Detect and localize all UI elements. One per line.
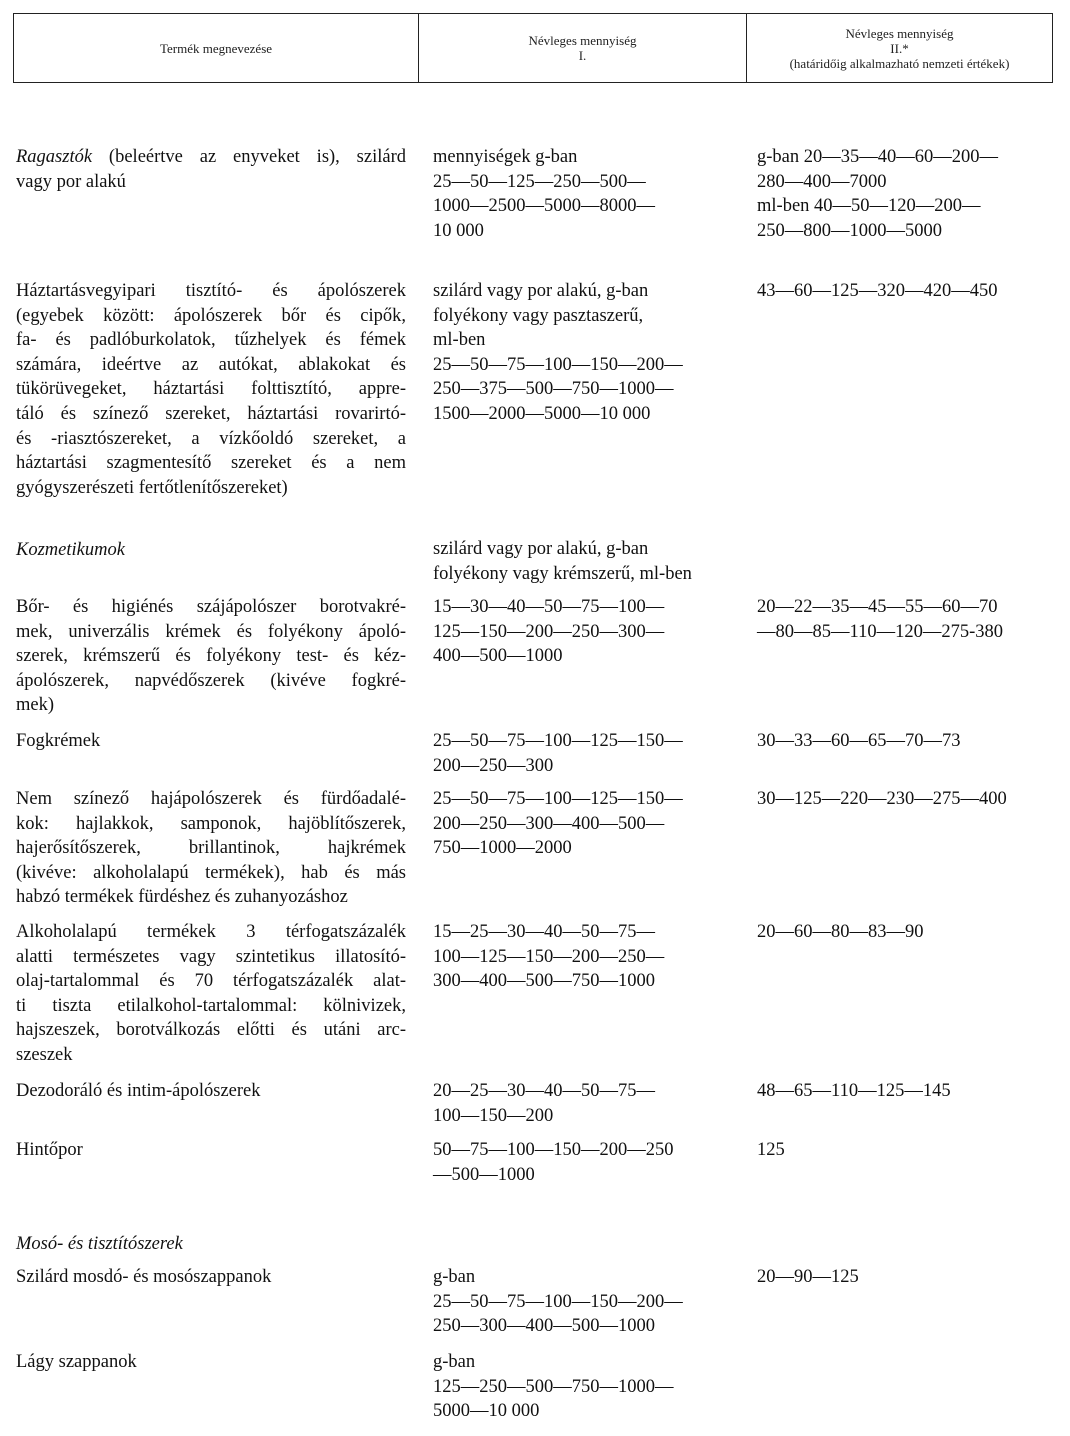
product-name-line: alatti természetes vagy szintetikus illatosító- [16, 946, 406, 967]
product-name-line: gyógyszerészeti fertőtlenítőszereket) [16, 477, 288, 498]
product-name-line: Szilárd mosdó- és mosószappanok [16, 1267, 272, 1287]
quantity-1-line: 20—25—30—40—50—75— [433, 1081, 655, 1101]
product-name-line: (egyebek között: ápolószerek bőr és cipők, [16, 305, 406, 326]
quantity-2-line: 48—65—110—125—145 [757, 1081, 951, 1101]
product-name-line: táló és színező szereket, háztartási rovarirtó- [16, 403, 406, 424]
quantity-2-line: —80—85—110—120—275-380 [757, 621, 1003, 642]
product-name-line: mek) [16, 695, 55, 716]
header-col3-line: II.* [890, 40, 909, 56]
quantity-1-line: 200—250—300—400—500— [433, 813, 665, 834]
product-name-italic: Ragasztók [16, 147, 93, 167]
product-name [16, 1138, 406, 1163]
quantity-2 [757, 1138, 1057, 1163]
quantity-1-line: 125—150—200—250—300— [433, 621, 665, 642]
quantity-1-line: 25—50—75—100—125—150— [433, 789, 683, 809]
quantity-1-line: folyékony vagy krémszerű, ml-ben [433, 563, 692, 584]
quantity-1 [433, 1138, 733, 1187]
quantity-1-line: szilárd vagy por alakú, g-ban [433, 281, 649, 301]
product-name-line: Dezodoráló és intim-ápolószerek [16, 1081, 261, 1101]
quantity-1-line: ml-ben [433, 330, 486, 351]
quantity-1-line: 250—300—400—500—1000 [433, 1316, 655, 1337]
product-name-line: vagy por alakú [16, 171, 126, 192]
product-name [16, 1079, 406, 1104]
quantity-1-line: 125—250—500—750—1000— [433, 1376, 674, 1397]
quantity-2-line: 30—33—60—65—70—73 [757, 731, 961, 751]
product-name [16, 595, 406, 718]
product-name-line: mek, univerzális krémek és folyékony ápoló- [16, 621, 406, 642]
header-col3-line: Névleges mennyiség [845, 25, 954, 41]
table-header [13, 13, 1053, 83]
product-name [16, 1350, 406, 1375]
header-col2-line: Névleges mennyiség [528, 33, 637, 48]
quantity-2-line: 20—90—125 [757, 1267, 859, 1287]
product-name-line: számára, ideértve az autókat, ablakokat és [16, 354, 406, 375]
product-name-line: háztartási szagmentesítő szereket és a nem [16, 453, 406, 474]
product-name-line: ti tiszta etilalkohol-tartalommal: kölnivizek, [16, 995, 406, 1016]
quantity-2-line: 43—60—125—320—420—450 [757, 281, 998, 301]
quantity-2-line: 20—60—80—83—90 [757, 922, 924, 942]
product-name-line: habzó termékek fürdéshez és zuhanyozáshoz [16, 887, 348, 908]
product-name [16, 729, 406, 754]
quantity-1-line: mennyiségek g-ban [433, 147, 578, 167]
quantity-1-line: 25—50—75—100—150—200— [433, 354, 683, 375]
quantity-1-line: 750—1000—2000 [433, 838, 572, 859]
quantity-2-line: 280—400—7000 [757, 171, 887, 192]
header-nominal-quantity-1 [419, 14, 747, 82]
quantity-2 [757, 920, 1057, 945]
product-name-line: (kivéve: alkoholalapú termékek), hab és más [16, 862, 406, 883]
quantity-2 [757, 145, 1057, 243]
product-name-line: és -riasztószereket, a vízkőoldó szereket, a [16, 428, 406, 449]
quantity-2 [757, 595, 1057, 644]
quantity-1-line: 25—50—75—100—125—150— [433, 731, 683, 751]
quantity-1-line: —500—1000 [433, 1164, 535, 1185]
product-name-line: szerek, krémszerű és folyékony test- és kéz- [16, 646, 406, 667]
product-name-line: Bőr- és higiénés szájápolószer borotvakré- [16, 597, 406, 617]
quantity-1-line: 100—125—150—200—250— [433, 946, 665, 967]
quantity-2-line: 250—800—1000—5000 [757, 220, 942, 241]
quantity-2 [757, 1079, 1057, 1104]
product-name [16, 920, 406, 1068]
quantity-2-line: ml-ben 40—50—120—200— [757, 196, 981, 217]
quantity-1 [433, 1350, 733, 1424]
product-name-line: Alkoholalapú termékek 3 térfogatszázalék [16, 922, 406, 942]
quantity-1-line: 250—375—500—750—1000— [433, 379, 674, 400]
product-name-line: Nem színező hajápolószerek és fürdőadalé- [16, 789, 406, 809]
product-name [16, 1265, 406, 1290]
quantity-2-line: 125 [757, 1140, 785, 1160]
product-name-line: Háztartásvegyipari tisztító- és ápolószerek [16, 281, 406, 301]
quantity-1-line: 25—50—125—250—500— [433, 171, 646, 192]
quantity-1 [433, 1265, 733, 1339]
quantity-2-line: g-ban 20—35—40—60—200— [757, 147, 998, 167]
quantity-1-line: szilárd vagy por alakú, g-ban [433, 539, 649, 559]
quantity-1 [433, 595, 733, 669]
quantity-1 [433, 920, 733, 994]
product-name-line: tükörüvegeket, háztartási folttisztító, appre- [16, 379, 406, 400]
product-name [16, 787, 406, 910]
quantity-2-line: 20—22—35—45—55—60—70 [757, 597, 998, 617]
product-name-line: olaj-tartalommal és 70 térfogatszázalék alat- [16, 971, 406, 992]
quantity-1 [433, 279, 733, 427]
quantity-1-line: 1500—2000—5000—10 000 [433, 403, 651, 424]
quantity-1-line: folyékony vagy pasztaszerű, [433, 305, 644, 326]
product-name-line: szeszek [16, 1044, 73, 1065]
quantity-1 [433, 145, 733, 243]
product-name [16, 145, 406, 194]
quantity-2 [757, 1265, 1057, 1290]
quantity-2 [757, 279, 1057, 304]
quantity-2 [757, 787, 1057, 812]
quantity-1-line: g-ban [433, 1267, 476, 1287]
product-name-line: Hintőpor [16, 1140, 83, 1160]
product-name-line: hajerősítőszerek, brillantinok, hajkrémek [16, 838, 406, 859]
product-name-line: hajszeszek, borotválkozás előtti és utáni arc- [16, 1020, 406, 1041]
quantity-1-line: 15—30—40—50—75—100— [433, 597, 665, 617]
quantity-1-line: 1000—2500—5000—8000— [433, 196, 655, 217]
header-col1-line: Termék megnevezése [159, 40, 273, 56]
quantity-1 [433, 787, 733, 861]
product-name-line: Fogkrémek [16, 731, 101, 751]
quantity-1 [433, 1079, 733, 1128]
quantity-1-line: 10 000 [433, 220, 484, 241]
quantity-1-line: 5000—10 000 [433, 1401, 540, 1422]
product-name [16, 279, 406, 500]
quantity-1-line: 50—75—100—150—200—250 [433, 1140, 674, 1160]
quantity-1-line: 300—400—500—750—1000 [433, 971, 655, 992]
product-name-line: ápolószerek, napvédőszerek (kivéve fogkré- [16, 670, 406, 691]
header-col3-line: (határidőig alkalmazható nemzeti értékek) [789, 55, 1010, 71]
header-product-name [14, 14, 419, 82]
product-name-line: Lágy szappanok [16, 1352, 137, 1372]
quantity-1-line: 25—50—75—100—150—200— [433, 1291, 683, 1312]
quantity-2-line: 30—125—220—230—275—400 [757, 789, 1007, 809]
product-name-line: fa- és padlóburkolatok, tűzhelyek és fémek [16, 330, 406, 351]
quantity-1-line: 400—500—1000 [433, 646, 563, 667]
section-title-moso: Mosó- és tisztítószerek [16, 1234, 183, 1254]
quantity-1-line: 15—25—30—40—50—75— [433, 922, 655, 942]
quantity-1-line: 100—150—200 [433, 1105, 554, 1126]
quantity-1 [433, 729, 733, 778]
header-col2-line: I. [578, 48, 587, 63]
header-nominal-quantity-2 [747, 14, 1052, 82]
quantity-2 [757, 729, 1057, 754]
quantity-1-line: g-ban [433, 1352, 476, 1372]
product-name-line: kok: hajlakkok, samponok, hajöblítőszerek, [16, 813, 406, 834]
section-title-kozmetikumok: Kozmetikumok [16, 540, 125, 560]
quantity-1-line: 200—250—300 [433, 755, 554, 776]
product-name-text: (beleértve az enyveket is), szilárd [92, 147, 406, 167]
quantity-1 [433, 537, 733, 586]
